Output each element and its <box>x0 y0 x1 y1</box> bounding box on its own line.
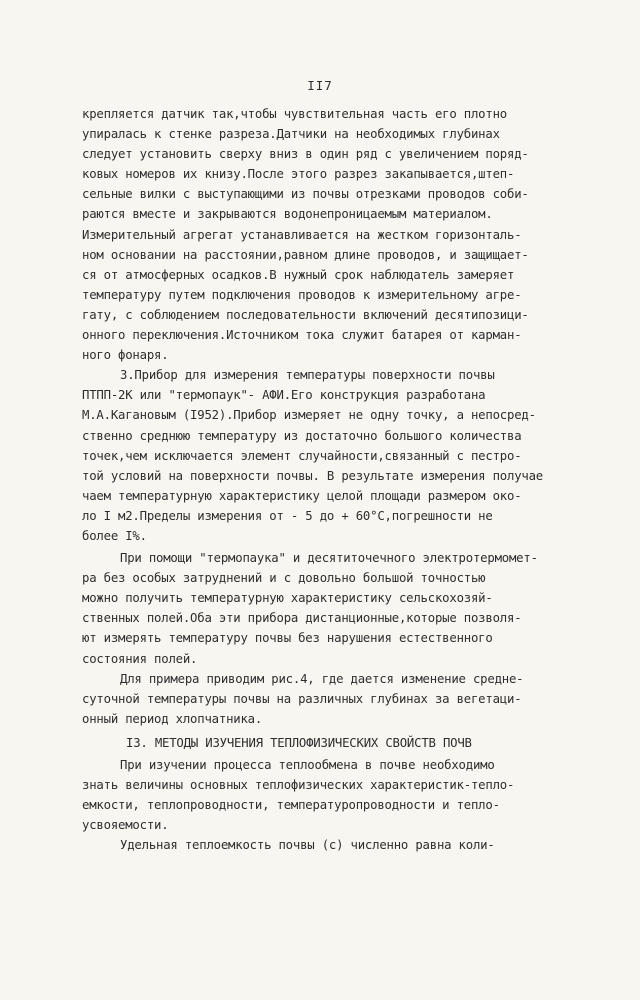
text-line: той условий на поверхности почвы. В результате измерения получае <box>82 468 544 483</box>
text-line: знать величины основных теплофизических характеристик-тепло- <box>82 778 515 793</box>
text-line: ковых номеров их книзу.После этого разрез закапывается,штеп- <box>82 167 515 182</box>
text-line: сельные вилки с выступающими из почвы отрезками проводов соби- <box>82 187 529 202</box>
text-line: ном основании на расстоянии,равном длине проводов, и защищает- <box>82 247 529 262</box>
text-line: онный период хлопчатника. <box>82 711 263 726</box>
text-line: емкости, теплопроводности, температуропроводности и тепло- <box>82 798 500 813</box>
section-heading: I3. МЕТОДЫ ИЗУЧЕНИЯ ТЕПЛОФИЗИЧЕСКИХ СВОЙСТВ ПОЧВ <box>126 735 472 750</box>
text-line: раются вместе и закрываются водонепроницаемым материалом. <box>82 207 493 222</box>
text-line: ло I м2.Пределы измерения от - 5 до + 60°С,погрешности не <box>82 508 493 523</box>
text-line: ственных полей.Оба эти прибора дистанционные,которые позволя- <box>82 611 522 626</box>
text-line: Удельная теплоемкость почвы (с) численно равна коли- <box>120 838 495 853</box>
text-line: ют измерять температуру почвы без нарушения естественного <box>82 631 493 646</box>
text-line: ПТПП-2К или "термопаук"- АФИ.Его конструкция разработана <box>82 388 486 403</box>
text-line: ся от атмосферных осадков.В нужный срок наблюдатель замеряет <box>82 267 515 282</box>
text-line: ного фонаря. <box>82 348 169 363</box>
text-line: При помощи "термопаука" и десятиточечного электротермомет- <box>120 551 538 566</box>
text-line: ра без особых затруднений и с довольно большой точностью <box>82 571 486 586</box>
text-line: Для примера приводим рис.4, где дается изменение средне- <box>120 671 524 686</box>
text-line: гату, с соблюдением последовательности включений десятипозици- <box>82 307 529 322</box>
page-number: II7 <box>307 78 333 93</box>
text-line: 3.Прибор для измерения температуры поверхности почвы <box>120 368 495 383</box>
text-line: состояния полей. <box>82 651 198 666</box>
text-line: упиралась к стенке разреза.Датчики на необходимых глубинах <box>82 127 500 142</box>
text-line: температуру путем подключения проводов к измерительному агре- <box>82 287 522 302</box>
text-line: можно получить температурную характеристику сельскохозяй- <box>82 591 493 606</box>
text-line: Измерительный агрегат устанавливается на жестком горизонталь- <box>82 227 522 242</box>
text-line: усвояемости. <box>82 818 169 833</box>
text-line: М.А.Кагановым (I952).Прибор измеряет не одну точку, а непосред- <box>82 408 536 423</box>
text-line: чаем температурную характеристику целой площади размером око- <box>82 488 522 503</box>
text-line: ственно среднюю температуру из достаточно большого количества <box>82 428 522 443</box>
text-line: суточной температуры почвы на различных глубинах за вегетаци- <box>82 691 522 706</box>
text-line: крепляется датчик так,чтобы чувствительная часть его плотно <box>82 107 507 121</box>
text-line: следует установить сверху вниз в один ряд с увеличением поряд- <box>82 147 529 162</box>
text-line: При изучении процесса теплообмена в почве необходимо <box>120 758 495 772</box>
body-text <box>82 104 582 855</box>
text-line: онного переключения.Источником тока служит батарея от карман- <box>82 328 522 343</box>
text-line: точек,чем исключается элемент случайности,связанный с пестро- <box>82 448 522 463</box>
text-line: более I%. <box>82 528 147 543</box>
